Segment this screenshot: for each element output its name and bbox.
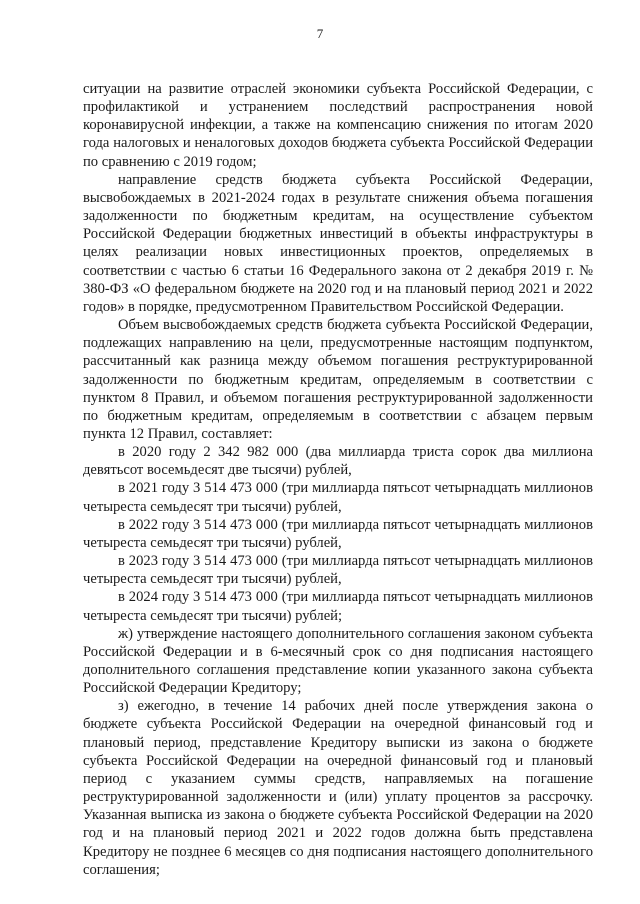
paragraph-funds-direction: направление средств бюджета субъекта Российской Федерации, высвобождаемых в 2021-2024 годах в результате снижения объема погашения задолженности по бюджетным кредитам, на осуществление субъектом Российской Федерации бюджетных инвестиций в объекты инфраструктуры в целях реализации новых инвестиционных проектов, определяемых в соответствии с частью 6 статьи 16 Федерального закона от 2 декабря 2019 г. № 380-ФЗ «О федеральном бюджете на 2020 год и на плановый период 2021 и 2022 годов» в порядке, предусмотренном Правительством Российской Федерации. <box>83 171 593 315</box>
paragraph-amount-2023: в 2023 году 3 514 473 000 (три миллиарда пятьсот четырнадцать миллионов четыреста семьдесят три тысячи) рублей, <box>83 553 593 588</box>
paragraph-amount-2021: в 2021 году 3 514 473 000 (три миллиарда пятьсот четырнадцать миллионов четыреста семьдесят три тысячи) рублей, <box>83 480 593 515</box>
paragraph-released-funds-volume: Объем высвобождаемых средств бюджета субъекта Российской Федерации, подлежащих направлению на цели, предусмотренные настоящим подпунктом, рассчитанный как разница между объемом погашения реструктурированной задолженности по бюджетным кредитам, определяемым в соответствии с пунктом 8 Правил, и объемом погашения реструктурированной задолженности по бюджетным кредитам, определяемым в соответствии с абзацем первым пункта 12 Правил, составляет: <box>83 317 593 442</box>
paragraph-continuation: ситуации на развитие отраслей экономики субъекта Российской Федерации, с профилактикой и устранением последствий распространения новой коронавирусной инфекции, а также на компенсацию снижения по итогам 2020 года налоговых и неналоговых доходов бюджета субъекта Российской Федерации по сравнению с 2019 годом; <box>83 81 593 170</box>
paragraph-amount-2022: в 2022 году 3 514 473 000 (три миллиарда пятьсот четырнадцать миллионов четыреста семьдесят три тысячи) рублей, <box>83 516 593 551</box>
document-body <box>83 80 593 879</box>
page-number: 7 <box>316 26 324 41</box>
paragraph-amount-2020: в 2020 году 2 342 982 000 (два миллиарда триста сорок два миллиона девятьсот восемьдесят две тысячи) рублей, <box>83 444 593 479</box>
paragraph-amount-2024: в 2024 году 3 514 473 000 (три миллиарда пятьсот четырнадцать миллионов четыреста семьдесят три тысячи) рублей; <box>83 589 593 624</box>
paragraph-item-zh: ж) утверждение настоящего дополнительного соглашения законом субъекта Российской Федерации и в 6-месячный срок со дня подписания настоящего дополнительного соглашения представление копии указанного закона субъекта Российской Федерации Кредитору; <box>83 625 593 697</box>
paragraph-item-z: з) ежегодно, в течение 14 рабочих дней после утверждения закона о бюджете субъекта Российской Федерации на очередной финансовый год и плановый период, представление Кредитору выписки из закона о бюджете субъекта Российской Федерации на очередной финансовый год и плановый период с указанием суммы средств, направляемых на погашение реструктурированной задолженности и (или) уплату процентов за рассрочку. Указанная выписка из закона о бюджете субъекта Российской Федерации на 2020 год и на плановый период 2021 и 2022 годов должна быть представлена Кредитору не позднее 6 месяцев со дня подписания настоящего дополнительного соглашения; <box>83 698 593 878</box>
